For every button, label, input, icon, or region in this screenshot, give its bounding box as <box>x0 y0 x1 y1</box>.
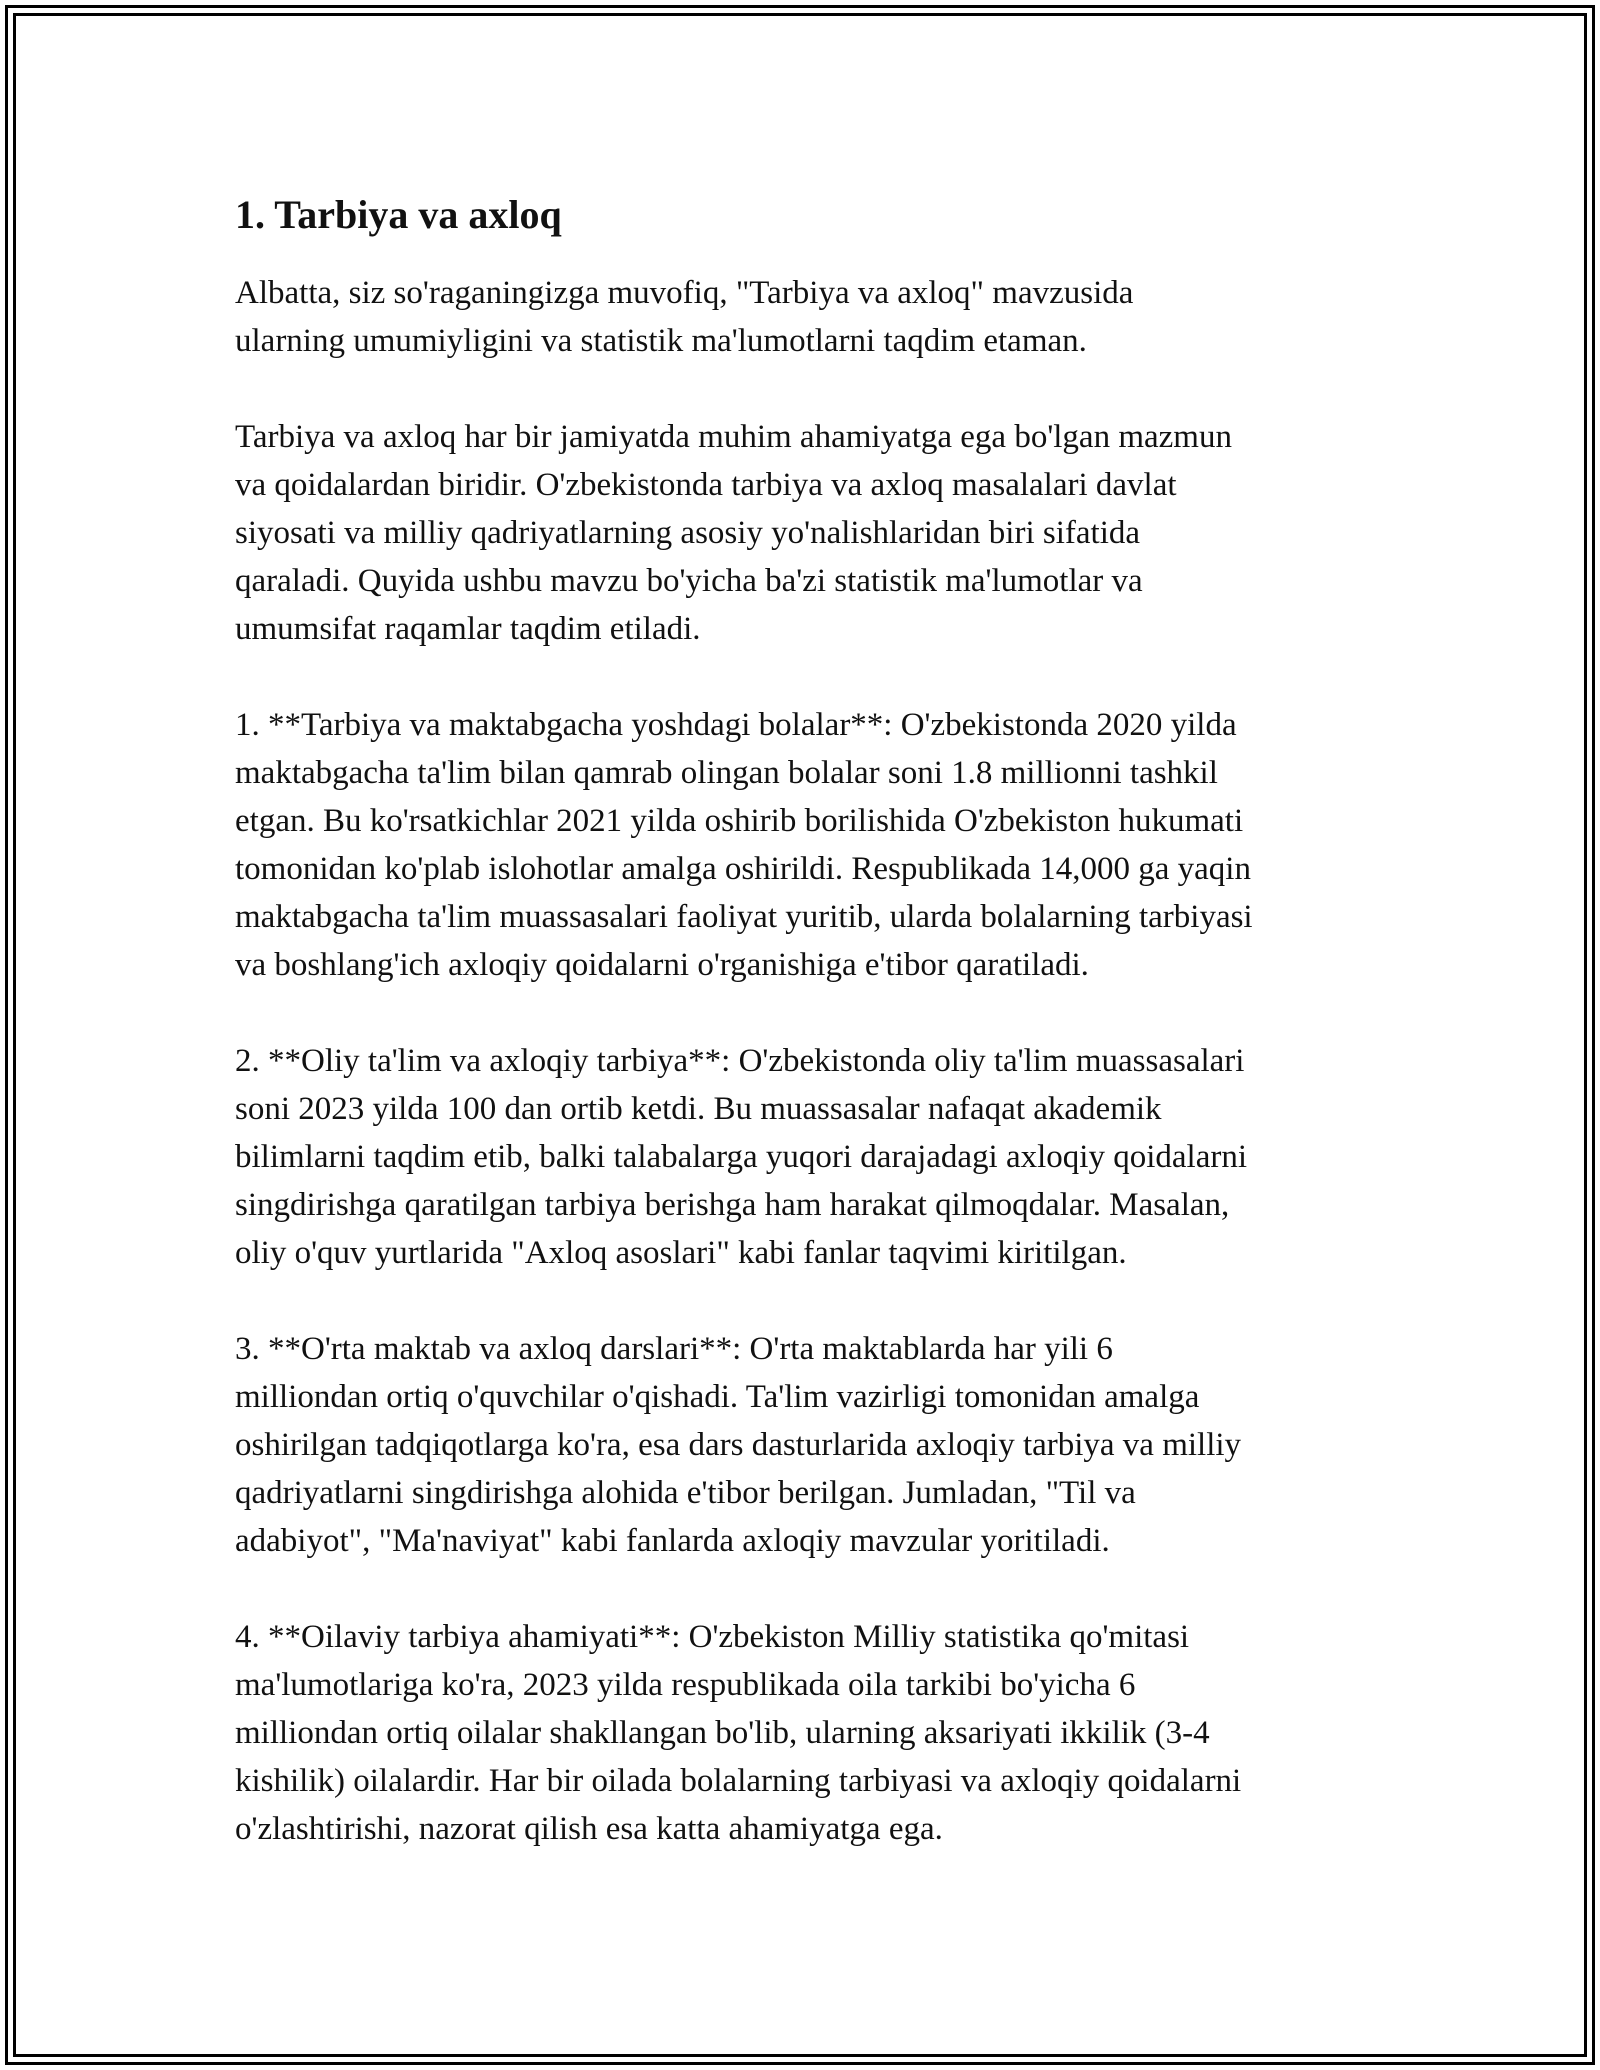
paragraph-item-2: 2. **Oliy ta'lim va axloqiy tarbiya**: O'zbekistonda oliy ta'lim muassasalari soni 2023 yilda 100 dan ortib ketdi. Bu muassasalar nafaqat akademik bilimlarni taqdim etib, balki talabalarga yuqori darajadagi axloqiy qoidalarni singdirishga qaratilgan tarbiya berishga ham harakat qilmoqdalar. Masalan, oliy o'quv yurtlarida "Axloq asoslari" kabi fanlar taqvimi kiritilgan. <box>235 1043 1247 1271</box>
paragraph-overview: Tarbiya va axloq har bir jamiyatda muhim ahamiyatga ega bo'lgan mazmun va qoidalardan biridir. O'zbekistonda tarbiya va axloq masalalari davlat siyosati va milliy qadriyatlarning asosiy yo'nalishlaridan biri sifatida qaraladi. Quyida ushbu mavzu bo'yicha ba'zi statistik ma'lumotlar va umumsifat raqamlar taqdim etiladi. <box>235 419 1232 647</box>
paragraph-item-3: 3. **O'rta maktab va axloq darslari**: O'rta maktablarda har yili 6 milliondan ortiq o'quvchilar o'qishadi. Ta'lim vazirligi tomonidan amalga oshirilgan tadqiqotlarga ko'ra, esa dars dasturlarida axloqiy tarbiya va milliy qadriyatlarni singdirishga alohida e'tibor berilgan. Jumladan, "Til va adabiyot", "Ma'naviyat" kabi fanlarda axloqiy mavzular yoritiladi. <box>235 1331 1242 1559</box>
document-body <box>235 187 1375 1901</box>
document-title: 1. Tarbiya va axloq <box>235 192 562 237</box>
paragraph-intro: Albatta, siz so'raganingizga muvofiq, "Tarbiya va axloq" mavzusida ularning umumiyligini va statistik ma'lumotlarni taqdim etaman. <box>235 275 1134 359</box>
paragraph-item-1: 1. **Tarbiya va maktabgacha yoshdagi bolalar**: O'zbekistonda 2020 yilda maktabgacha ta'lim bilan qamrab olingan bolalar soni 1.8 millionni tashkil etgan. Bu ko'rsatkichlar 2021 yilda oshirib borilishida O'zbekiston hukumati tomonidan ko'plab islohotlar amalga oshirildi. Respublikada 14,000 ga yaqin maktabgacha ta'lim muassasalari faoliyat yuritib, ularda bolalarning tarbiyasi va boshlang'ich axloqiy qoidalarni o'rganishiga e'tibor qaratiladi. <box>235 707 1253 983</box>
paragraph-item-4: 4. **Oilaviy tarbiya ahamiyati**: O'zbekiston Milliy statistika qo'mitasi ma'lumotlariga ko'ra, 2023 yilda respublikada oila tarkibi bo'yicha 6 milliondan ortiq oilalar shakllangan bo'lib, ularning aksariyati ikkilik (3-4 kishilik) oilalardir. Har bir oilada bolalarning tarbiyasi va axloqiy qoidalarni o'zlashtirishi, nazorat qilish esa katta ahamiyatga ega. <box>235 1619 1242 1847</box>
